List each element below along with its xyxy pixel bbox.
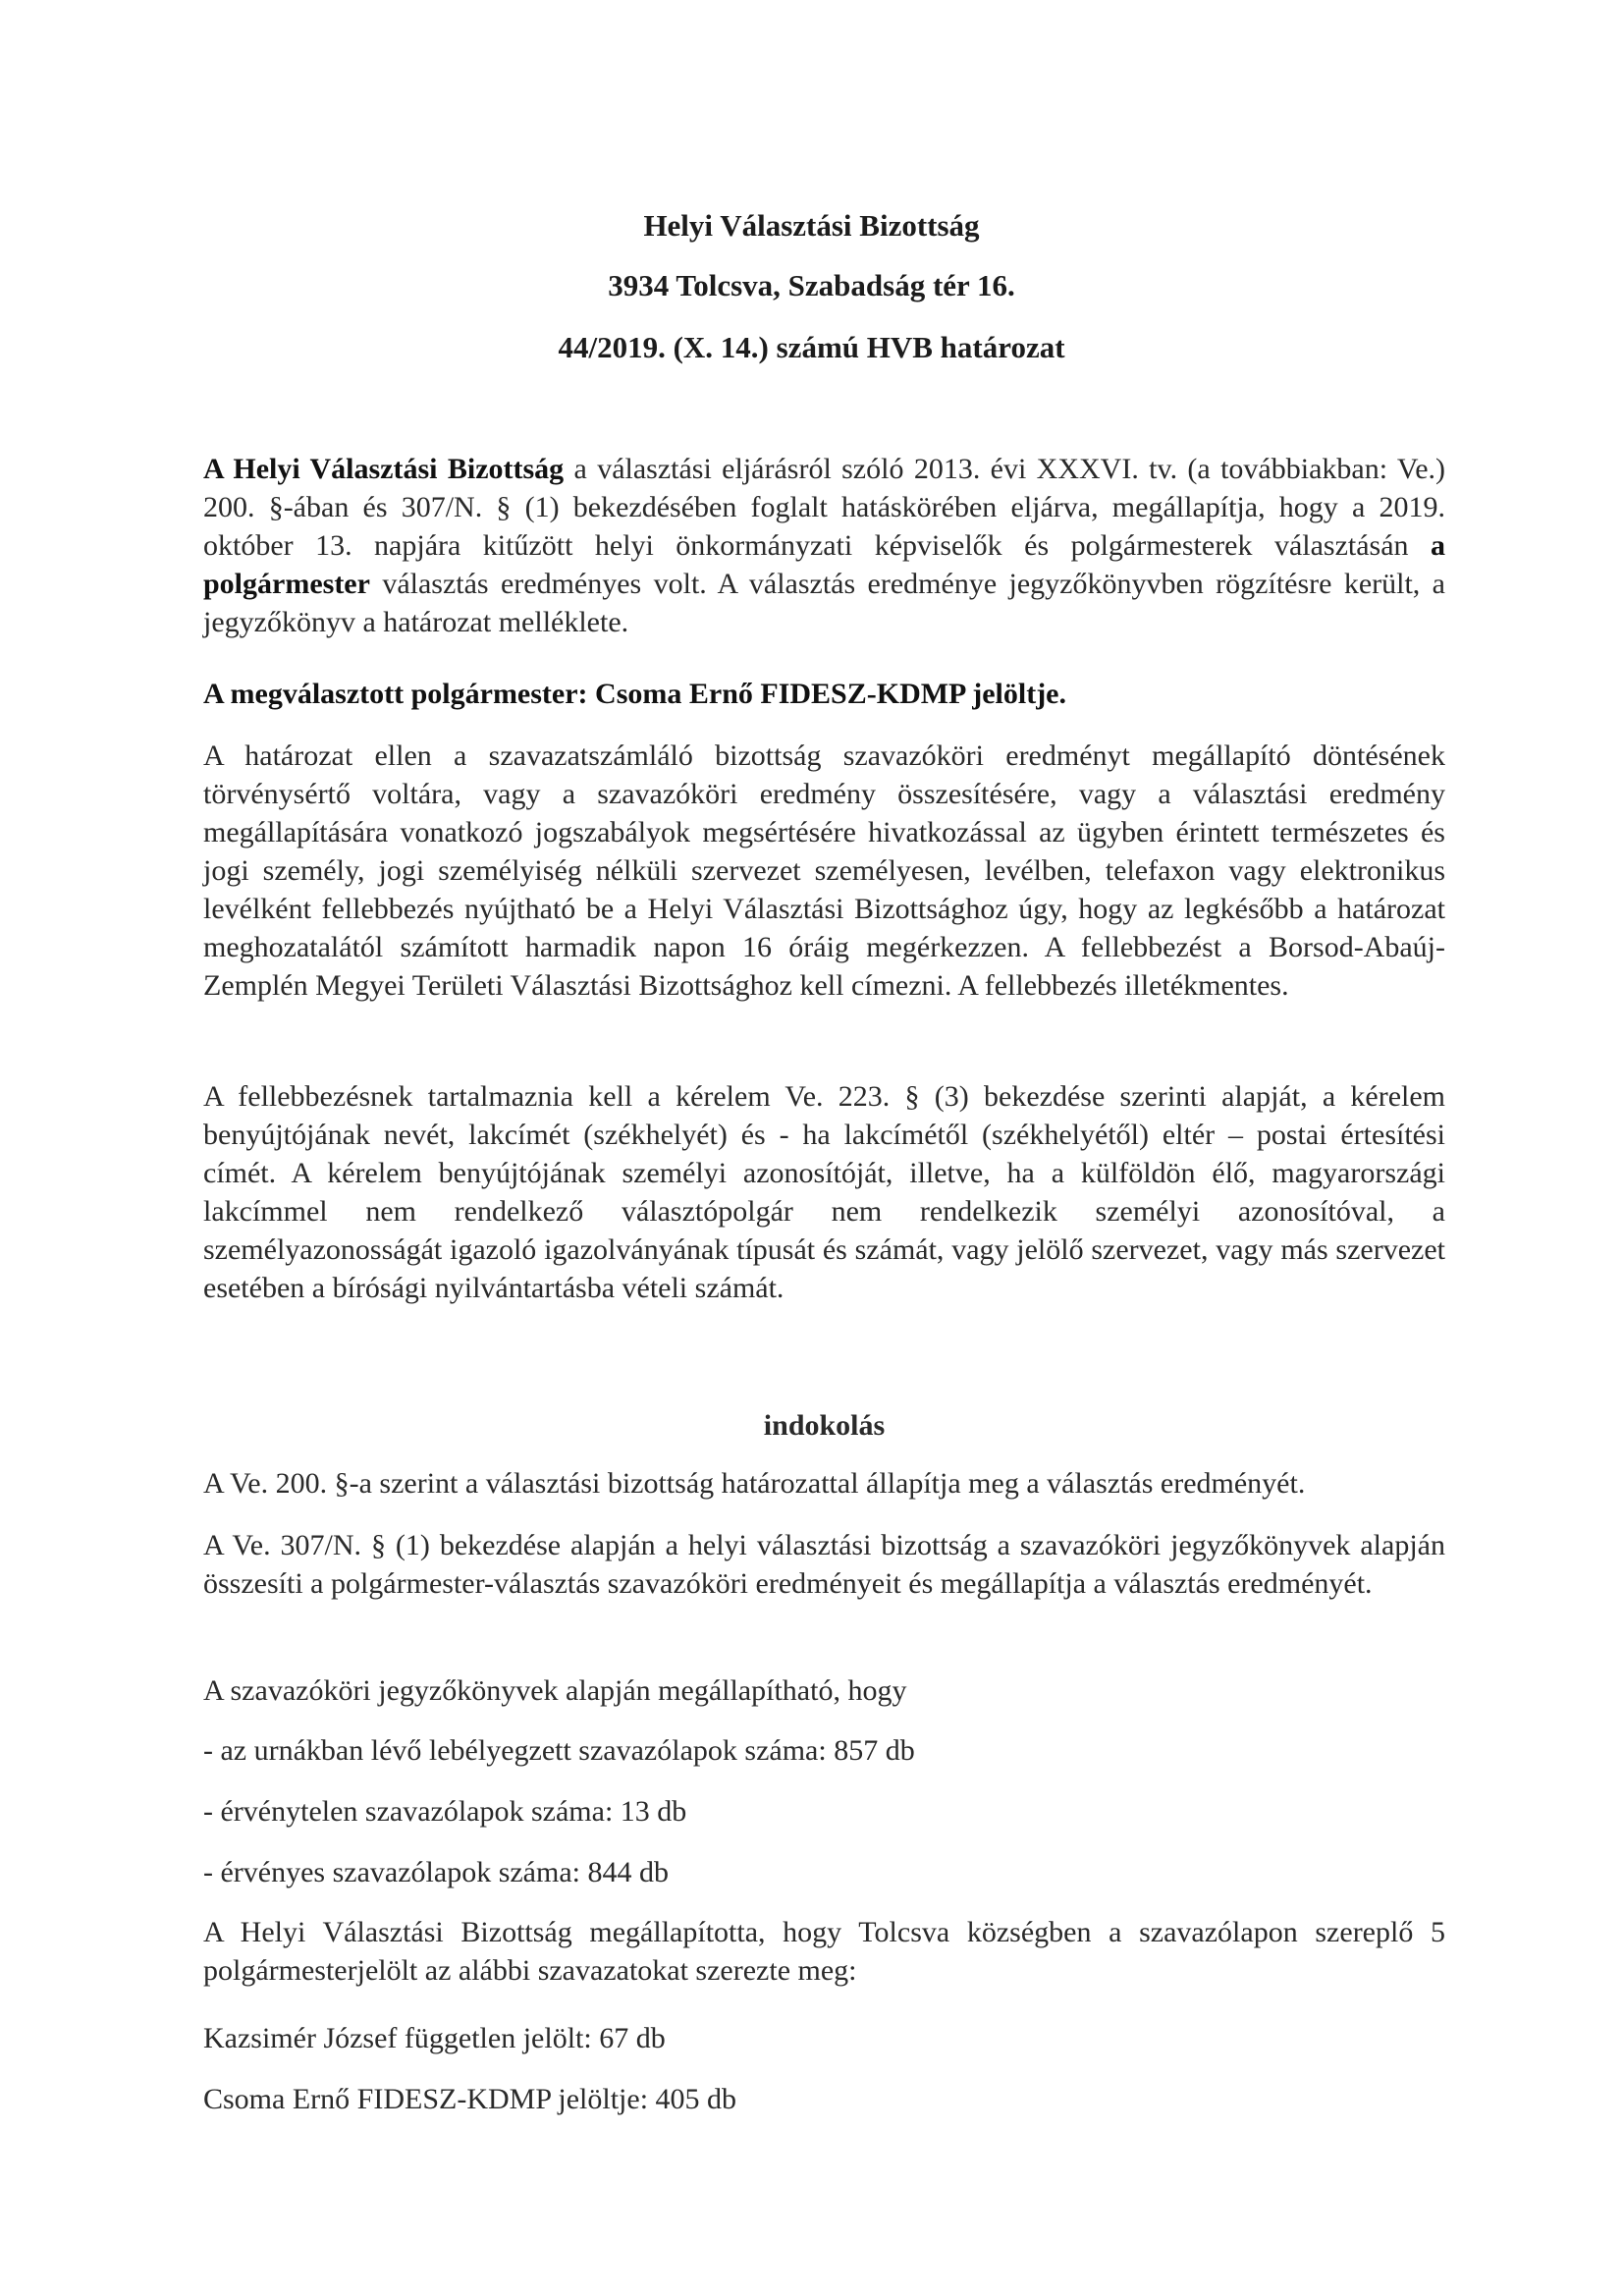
intro-paragraph: [203, 450, 1445, 641]
intro-bold-mid: a polgármester: [203, 529, 1445, 600]
resolution-title: 44/2019. (X. 14.) számú HVB határozat: [558, 330, 1065, 364]
list-item: - az urnákban lévő lebélyegzett szavazólapok száma: 857 db: [203, 1734, 915, 1767]
vote-result-line: Csoma Ernő FIDESZ-KDMP jelöltje: 405 db: [203, 2083, 737, 2115]
appeal-paragraph-2: A fellebbezésnek tartalmaznia kell a kérelem Ve. 223. § (3) bekezdése szerinti alapját, a kérelem benyújtójának nevét, lakcímét (székhelyét) és - ha lakcímétől (székhelyétől) eltér – postai értesítési címét. A kérelem benyújtójának személyi azonosítóját, illetve, ha a külföldön élő, magyarországi lakcímmel nem rendelkező választópolgár nem rendelkezik személyi azonosítóval, a személyazonosságát igazoló igazolványának típusát és számát, vagy jelölő szervezet, vagy más szervezet esetében a bírósági nyilvántartásba vételi számát.: [203, 1080, 1445, 1304]
intro-text-1: a választási eljárásról szóló 2013. évi XXXVI. tv. (a továbbiakban: Ve.) 200. §-ában és 307/N. § (1) bekezdésében foglalt hatáskörében eljárva, megállapítja, hogy a 2019. október 13. napjára kitűzött helyi önkormányzati képviselők és polgármesterek választásán: [203, 453, 1445, 562]
list-item: - érvénytelen szavazólapok száma: 13 db: [203, 1795, 687, 1828]
intro-bold-lead: A Helyi Választási Bizottság: [203, 453, 565, 485]
vote-result-line: Kazsimér József független jelölt: 67 db: [203, 2022, 666, 2054]
elected-mayor-line: A megválasztott polgármester: Csoma Ernő FIDESZ-KDMP jelöltje.: [203, 678, 1066, 710]
intro-text-2: választás eredményes volt. A választás eredménye jegyzőkönyvben rögzítésre került, a jegyzőkönyv a határozat melléklete.: [203, 568, 1445, 638]
address-heading: 3934 Tolcsva, Szabadság tér 16.: [608, 268, 1015, 302]
reasoning-paragraph-1: A Ve. 200. §-a szerint a választási bizottság határozattal állapítja meg a választás eredményét.: [203, 1467, 1306, 1500]
reasoning-paragraph-2: A Ve. 307/N. § (1) bekezdése alapján a helyi választási bizottság a szavazóköri jegyzőkönyvek alapján összesíti a polgármester-választás szavazóköri eredményeit és megállapítja a választás eredményét.: [203, 1529, 1445, 1600]
reasoning-title: indokolás: [763, 1409, 886, 1442]
list-item: - érvényes szavazólapok száma: 844 db: [203, 1856, 669, 1888]
reasoning-paragraph-4: A Helyi Választási Bizottság megállapította, hogy Tolcsva községben a szavazólapon szereplő 5 polgármesterjelölt az alábbi szavazatokat szerezte meg:: [203, 1916, 1445, 1987]
appeal-paragraph-1: A határozat ellen a szavazatszámláló bizottság szavazóköri eredményt megállapító döntésének törvénysértő voltára, vagy a szavazóköri eredmény összesítésére, vagy a választási eredmény megállapítására vonatkozó jogszabályok megsértésére hivatkozással az ügyben érintett természetes és jogi személy, jogi személyiség nélküli szervezet személyesen, levélben, telefaxon vagy elektronikus levélként fellebbezés nyújtható be a Helyi Választási Bizottsághoz úgy, hogy az legkésőbb a határozat meghozatalától számított harmadik napon 16 óráig megérkezzen. A fellebbezést a Borsod-Abaúj-Zemplén Megyei Területi Választási Bizottsághoz kell címezni. A fellebbezés illetékmentes.: [203, 739, 1445, 1002]
reasoning-paragraph-3: A szavazóköri jegyzőkönyvek alapján megállapítható, hogy: [203, 1674, 907, 1707]
org-heading: Helyi Választási Bizottság: [643, 208, 980, 243]
